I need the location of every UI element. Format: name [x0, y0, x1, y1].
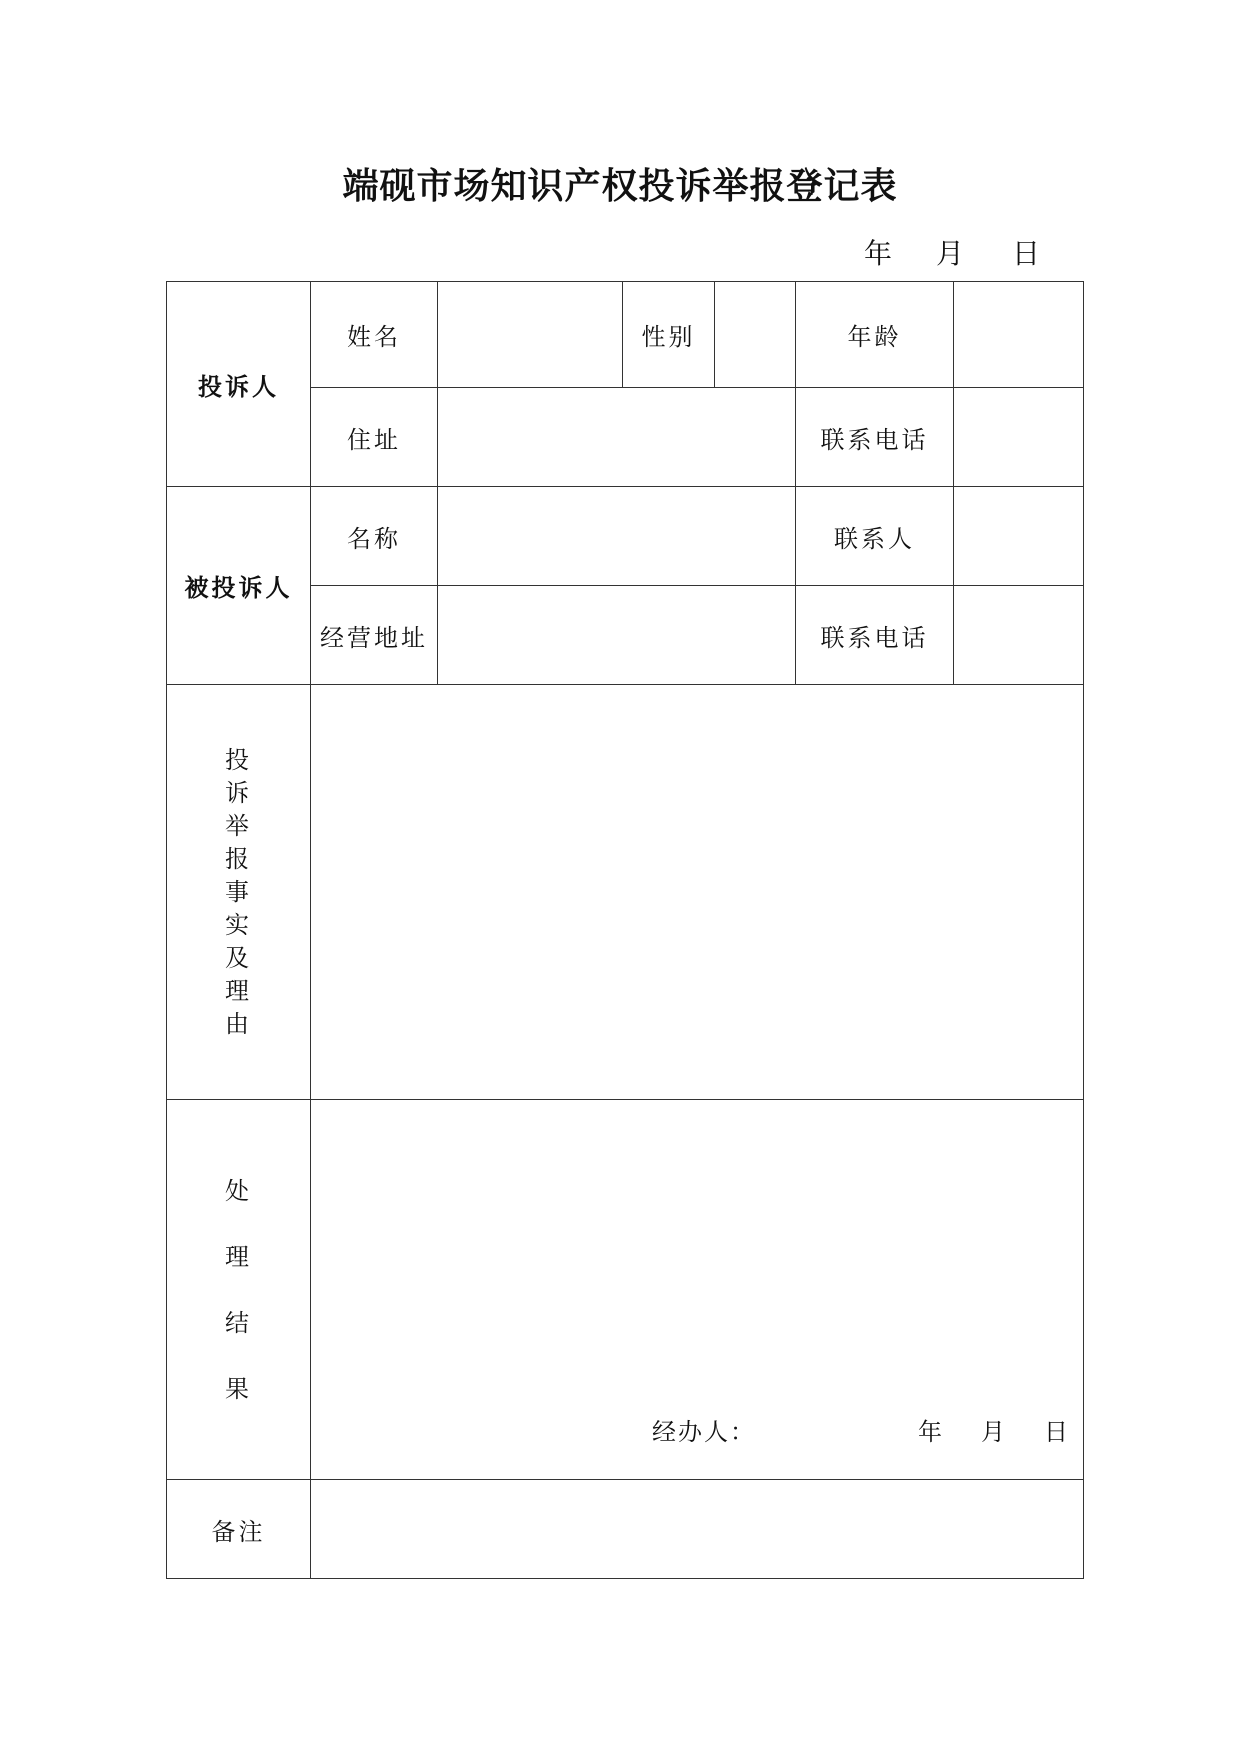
- complainant-gender-field[interactable]: [715, 282, 796, 388]
- result-label-char: 理: [225, 1242, 252, 1271]
- complainant-address-field[interactable]: [438, 388, 796, 487]
- remarks-field[interactable]: [311, 1480, 1084, 1579]
- form-title: 端砚市场知识产权投诉举报登记表: [342, 165, 898, 207]
- respondent-business-address-label: 经营地址: [311, 586, 438, 685]
- complainant-section-label: 投诉人: [167, 282, 311, 487]
- result-field[interactable]: [311, 1100, 1084, 1480]
- respondent-phone-field[interactable]: [954, 586, 1084, 685]
- facts-label-char: 举: [225, 811, 252, 840]
- result-label-char: 果: [225, 1374, 252, 1403]
- complainant-name-field[interactable]: [438, 282, 623, 388]
- facts-field[interactable]: [311, 685, 1084, 1100]
- facts-label-char: 报: [225, 844, 252, 873]
- complainant-phone-field[interactable]: [954, 388, 1084, 487]
- respondent-contact-field[interactable]: [954, 487, 1084, 586]
- remarks-label: 备注: [167, 1480, 311, 1579]
- facts-label: [167, 685, 311, 1100]
- header-year-label: 年: [864, 237, 893, 270]
- result-year-label: 年: [918, 1418, 945, 1446]
- complainant-age-label: 年龄: [796, 282, 954, 388]
- header-month-label: 月: [936, 237, 965, 270]
- complainant-name-label: 姓名: [311, 282, 438, 388]
- facts-label-char: 由: [225, 1009, 252, 1038]
- result-month-label: 月: [981, 1418, 1008, 1446]
- facts-label-char: 理: [225, 976, 252, 1005]
- result-label: [167, 1100, 311, 1480]
- respondent-section-label: 被投诉人: [167, 487, 311, 685]
- respondent-name-field[interactable]: [438, 487, 796, 586]
- result-day-label: 日: [1044, 1418, 1071, 1446]
- respondent-business-address-field[interactable]: [438, 586, 796, 685]
- facts-label-char: 及: [225, 943, 252, 972]
- complainant-phone-label: 联系电话: [796, 388, 954, 487]
- facts-label-char: 诉: [225, 778, 252, 807]
- result-label-char: 结: [225, 1308, 252, 1337]
- header-day-label: 日: [1012, 237, 1041, 270]
- respondent-contact-label: 联系人: [796, 487, 954, 586]
- result-label-char: 处: [225, 1176, 252, 1205]
- facts-label-char: 实: [225, 910, 252, 939]
- handler-label: 经办人：: [652, 1418, 756, 1446]
- respondent-name-label: 名称: [311, 487, 438, 586]
- registration-form-table: [166, 281, 1084, 1579]
- complainant-gender-label: 性别: [623, 282, 715, 388]
- facts-label-char: 事: [225, 877, 252, 906]
- facts-label-char: 投: [225, 745, 252, 774]
- complainant-address-label: 住址: [311, 388, 438, 487]
- complainant-age-field[interactable]: [954, 282, 1084, 388]
- respondent-phone-label: 联系电话: [796, 586, 954, 685]
